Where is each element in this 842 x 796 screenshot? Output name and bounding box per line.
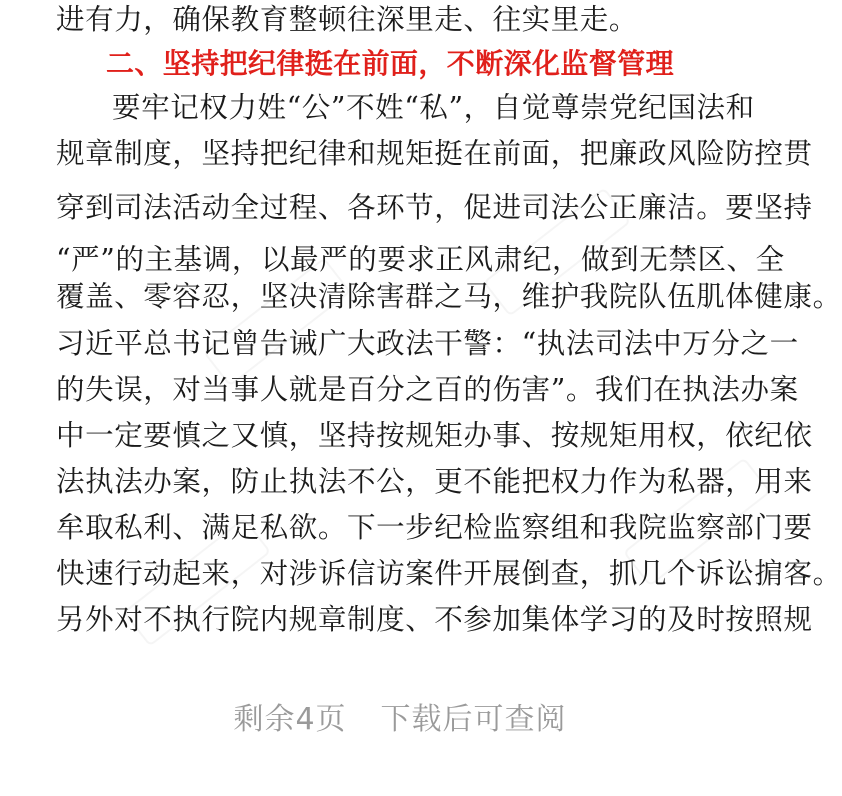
paragraph-line: 的失误，对当事人就是百分之百的伤害”。我们在执法办案 [56,373,799,406]
remaining-pages-label: 剩余4页 [233,702,347,737]
paragraph-line: 快速行动起来，对涉诉信访案件开展倒查，抓几个诉讼掮客。 [56,557,842,590]
section-heading: 二、坚持把纪律挺在前面，不断深化监督管理 [106,47,675,80]
paragraph-line: 要牢记权力姓“公”不姓“私”，自觉尊崇党纪国法和 [112,91,755,124]
paragraph-line: 穿到司法活动全过程、各环节，促进司法公正廉洁。要坚持 [56,191,813,224]
download-to-view-label: 下载后可查阅 [380,702,567,737]
paragraph-line: 覆盖、零容忍，坚决清除害群之马，维护我院队伍肌体健康。 [56,280,842,313]
paragraph-line: 牟取私利、满足私欲。下一步纪检监察组和我院监察部门要 [56,511,813,544]
paragraph-line: 进有力，确保教育整顿往深里走、往实里走。 [56,3,639,36]
paragraph-line: 中一定要慎之又慎，坚持按规矩办事、按规矩用权，依纪依 [56,419,813,452]
paragraph-line: 另外对不执行院内规章制度、不参加集体学习的及时按照规 [56,603,813,636]
paragraph-line: 习近平总书记曾告诫广大政法干警：“执法司法中万分之一 [56,327,799,360]
paragraph-line: 法执法办案，防止执法不公，更不能把权力作为私器，用来 [56,465,813,498]
paragraph-line: 规章制度，坚持把纪律和规矩挺在前面，把廉政风险防控贯 [56,137,813,170]
download-prompt-button[interactable] [0,690,800,750]
paragraph-line: “严”的主基调，以最严的要求正风肃纪，做到无禁区、全 [56,243,785,276]
